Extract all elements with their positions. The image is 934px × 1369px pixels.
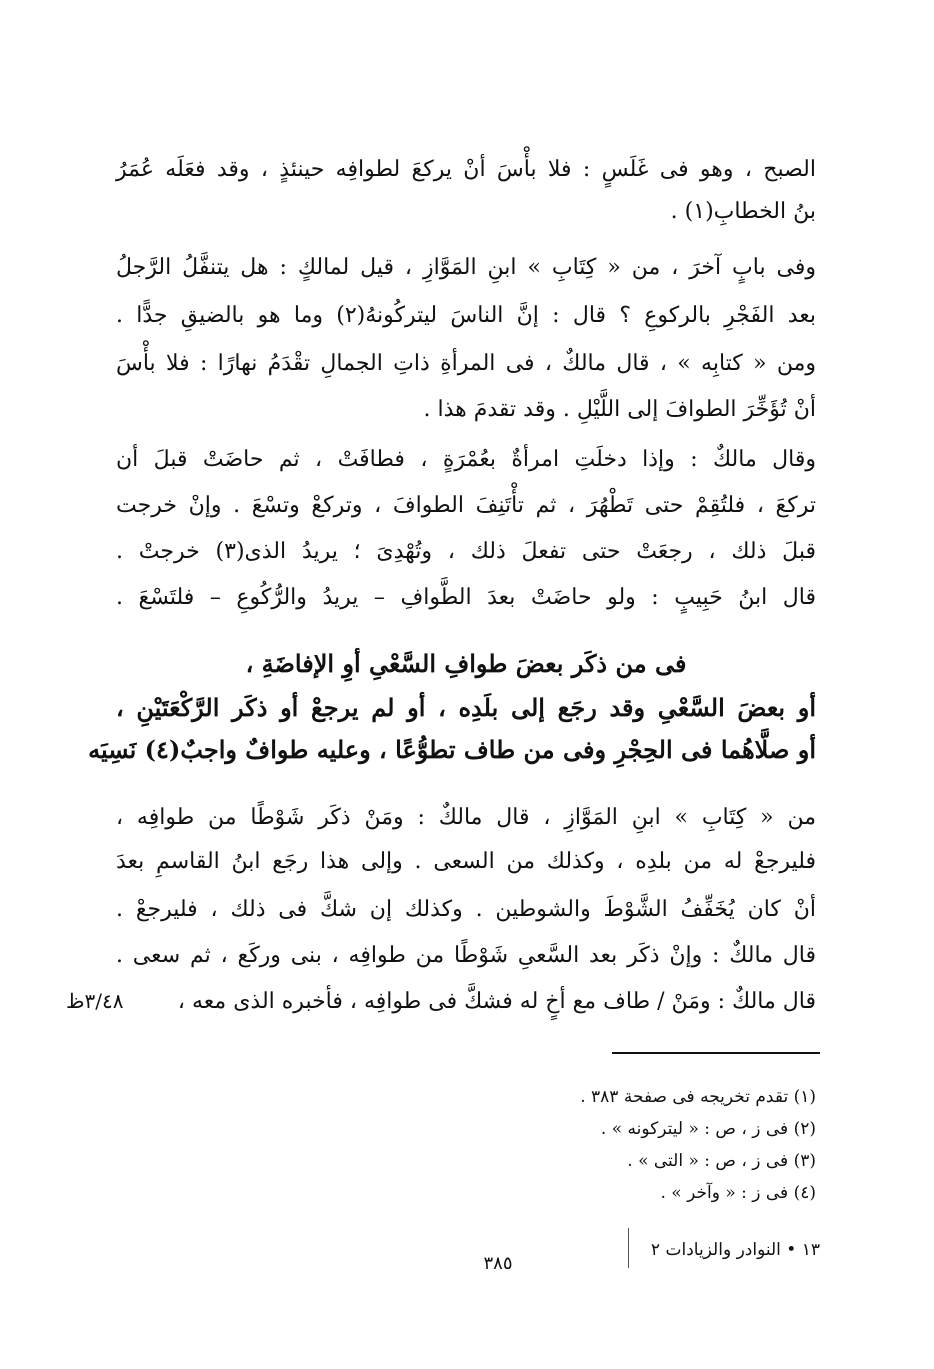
body-line: قال ابنُ حَبِيبٍ : ولو حاضَتْ بعدَ الطَّوافِ – يريدُ والرُّكُوعِ – فلتَسْعَ . bbox=[116, 585, 816, 610]
section-heading-line: أو صلَّاهُما فى الحِجْرِ وفى من طاف تطوُّعًا ، وعليه طوافٌ واجبٌ(٤) نَسِيَه bbox=[88, 735, 816, 764]
section-body-line: فليرجعْ له من بلدِه ، وكذلك من السعى . وإلى هذا رجَع ابنُ القاسمِ بعدَ bbox=[116, 849, 816, 874]
footnote-divider bbox=[612, 1052, 820, 1054]
section-body-line: قال مالكٌ : وإنْ ذكَر بعد السَّعىِ شَوْطًا من طوافِه ، بنى وركَع ، ثم سعى . bbox=[116, 943, 816, 968]
body-line: بنُ الخطابِ(١) . bbox=[670, 199, 816, 224]
folio-margin-note: ٣/٤٨ظ bbox=[66, 989, 124, 1013]
body-line: بعد الفَجْرِ بالركوعِ ؟ قال : إنَّ الناسَ ليتركُونهُ(٢) وما هو بالضيقِ جدًّا . bbox=[116, 303, 816, 328]
body-line: ومن « كتابِه » ، قال مالكٌ ، فى المرأةِ ذاتِ الجمالِ تقْدَمُ نهارًا : فلا بأْسَ bbox=[116, 351, 816, 376]
body-line: تركعَ ، فلتُقِمْ حتى تَطْهُرَ ، ثم تأْتَنِفَ الطوافَ ، وتركعْ وتسْعَ . وإنْ خرجت bbox=[116, 493, 816, 518]
body-line: وفى بابٍ آخرَ ، من « كِتَابِ » ابنِ المَوَّازِ ، قيل لمالكٍ : هل يتنفَّلُ الرَّجلُ bbox=[116, 255, 816, 280]
footer-divider bbox=[628, 1228, 629, 1268]
footnote: (١) تقدم تخريجه فى صفحة ٣٨٣ . bbox=[580, 1087, 816, 1107]
printer-signature: ١٣ • النوادر والزيادات ٢ bbox=[650, 1240, 820, 1260]
body-line: قبلَ ذلك ، رجعَتْ حتى تفعلَ ذلك ، وتُهْدِىَ ؛ يريدُ الذى(٣) خرجتْ . bbox=[116, 539, 817, 564]
footnote: (٣) فى ز ، ص : « التى » . bbox=[627, 1151, 816, 1171]
section-body-line: أنْ كان يُخَفِّفُ الشَّوْطَ والشوطين . وكذلك إن شكَّ فى ذلك ، فليرجعْ . bbox=[116, 897, 816, 922]
section-heading-line: فى من ذكَر بعضَ طوافِ السَّعْىِ أوِ الإفاضَةِ ، bbox=[245, 649, 687, 678]
body-line: أنْ تُؤَخِّرَ الطوافَ إلى اللَّيْلِ . وقد تقدمَ هذا . bbox=[423, 397, 816, 422]
section-body-line: من « كِتَابِ » ابنِ المَوَّازِ ، قال مالكٌ : ومَنْ ذكَر شَوْطًا من طوافِه ، bbox=[116, 805, 816, 830]
page-number: ٣٨٥ bbox=[483, 1253, 513, 1274]
footnote: (٢) فى ز ، ص : « ليتركونه » . bbox=[600, 1119, 816, 1139]
footnote: (٤) فى ز : « وآخر » . bbox=[660, 1183, 816, 1203]
section-heading-line: أو بعضَ السَّعْىِ وقد رجَع إلى بلَدِه ، أو لم يرجعْ أو ذكَر الرَّكْعَتَيْنِ ، bbox=[116, 693, 816, 722]
body-line: الصبح ، وهو فى غَلَسٍ : فلا بأْسَ أنْ يركعَ لطوافِه حينئذٍ ، وقد فعَلَه عُمَرُ bbox=[116, 157, 816, 182]
section-body-line: قال مالكٌ : ومَنْ / طاف مع أخٍ له فشكَّ فى طوافِه ، فأخبره الذى معه ، bbox=[177, 989, 816, 1014]
body-line: وقال مالكٌ : وإذا دخلَتِ امرأةٌ بعُمْرَةٍ ، فطافَتْ ، ثم حاضَتْ قبلَ أن bbox=[116, 447, 816, 472]
